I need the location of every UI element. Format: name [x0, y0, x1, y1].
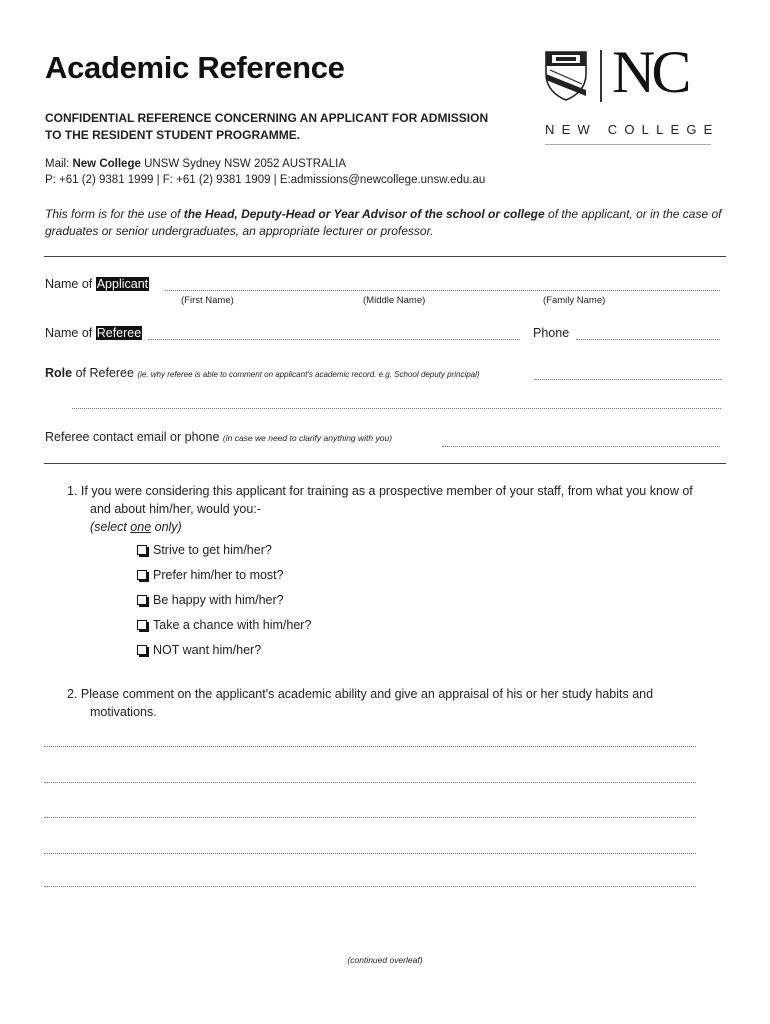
question-2-line-2: motivations. [90, 705, 157, 719]
answer-line[interactable] [44, 817, 696, 818]
answer-line[interactable] [44, 853, 696, 854]
question-1-instruction [67, 518, 747, 536]
middle-name-caption: (Middle Name) [363, 295, 426, 306]
answer-line[interactable] [44, 886, 696, 887]
contact-hint: (in case we need to clarify anything with you) [222, 433, 393, 443]
answer-line[interactable] [44, 782, 696, 783]
logo-underline [545, 144, 711, 145]
phone-label: Phone [533, 326, 570, 340]
role-field[interactable] [535, 379, 721, 380]
contact-label [45, 430, 392, 444]
role-label [45, 366, 480, 380]
select-underline: one [130, 520, 152, 534]
contact-field[interactable] [442, 446, 720, 447]
applicant-name-field[interactable] [165, 290, 720, 291]
role-rest: of Referee [72, 366, 138, 380]
option-strive[interactable] [137, 543, 272, 557]
logo-divider [600, 50, 602, 102]
role-hint: (ie. why referee is able to comment on applicant's academic record. e.g. School deputy principal) [137, 370, 480, 379]
option-happy[interactable] [137, 593, 284, 607]
contact-line: P: +61 (2) 9381 1999 | F: +61 (2) 9381 1909 | E:admissions@newcollege.unsw.edu.au [45, 174, 486, 186]
question-2-line-1: 2. Please comment on the applicant's academic ability and give an appraisal of his or her study habits and [67, 687, 654, 701]
intro-bold: the Head, Deputy-Head or Year Advisor of the school or college [183, 207, 545, 221]
checkbox-icon[interactable] [137, 620, 147, 630]
role-bold: Role [45, 366, 73, 380]
option-label: Strive to get him/her? [153, 543, 272, 557]
mail-info [45, 156, 485, 188]
intro-part-2: of the applicant, or in the case of graduates or senior undergraduates, an appropriate lecturer or professor. [45, 207, 722, 238]
checkbox-icon[interactable] [137, 595, 147, 605]
option-chance[interactable] [137, 618, 311, 632]
page-title: Academic Reference [45, 50, 345, 85]
answer-line[interactable] [44, 746, 696, 747]
first-name-caption: (First Name) [181, 295, 234, 306]
applicant-highlight: Applicant [96, 277, 149, 291]
referee-name-field[interactable] [148, 339, 520, 340]
confidential-line-1: CONFIDENTIAL REFERENCE CONCERNING AN APPLICANT FOR ADMISSION [45, 111, 489, 125]
divider-middle [44, 463, 726, 464]
referee-label [45, 326, 142, 340]
logo-name: NEW COLLEGE [545, 122, 720, 137]
option-label: NOT want him/her? [153, 643, 262, 657]
referee-highlight: Referee [96, 326, 142, 340]
question-1-line-1: 1. If you were considering this applicant for training as a prospective member of your staff, from what you know of [67, 484, 693, 498]
intro-part-1: This form is for the use of [45, 207, 184, 221]
confidential-heading [45, 110, 488, 144]
option-label: Be happy with him/her? [153, 593, 284, 607]
phone-field[interactable] [576, 339, 720, 340]
contact-label-text: Referee contact email or phone [45, 430, 223, 444]
logo-initials: NC [612, 39, 688, 105]
mail-line [45, 156, 485, 172]
checkbox-icon[interactable] [137, 545, 147, 555]
option-label: Prefer him/her to most? [153, 568, 284, 582]
select-suffix: only) [151, 520, 182, 534]
mail-college-name: New College [72, 158, 141, 170]
question-2 [67, 685, 747, 721]
checkbox-icon[interactable] [137, 645, 147, 655]
mail-address: UNSW Sydney NSW 2052 AUSTRALIA [140, 158, 347, 170]
confidential-line-2: TO THE RESIDENT STUDENT PROGRAMME. [45, 128, 301, 142]
option-label: Take a chance with him/her? [153, 618, 312, 632]
option-prefer[interactable] [137, 568, 284, 582]
continued-note: (continued overleaf) [347, 955, 423, 965]
question-1 [67, 482, 747, 536]
intro-text [45, 206, 735, 240]
applicant-prefix: Name of [45, 277, 96, 291]
select-prefix: (select [90, 520, 131, 534]
family-name-caption: (Family Name) [543, 295, 606, 306]
mail-prefix: Mail: [45, 158, 73, 170]
applicant-label [45, 277, 149, 291]
option-not-want[interactable] [137, 643, 261, 657]
referee-prefix: Name of [45, 326, 96, 340]
checkbox-icon[interactable] [137, 570, 147, 580]
role-field-continued[interactable] [72, 408, 721, 409]
college-crest-icon [544, 50, 588, 102]
question-1-line-2: and about him/her, would you:- [90, 502, 261, 516]
divider-top [44, 256, 726, 257]
